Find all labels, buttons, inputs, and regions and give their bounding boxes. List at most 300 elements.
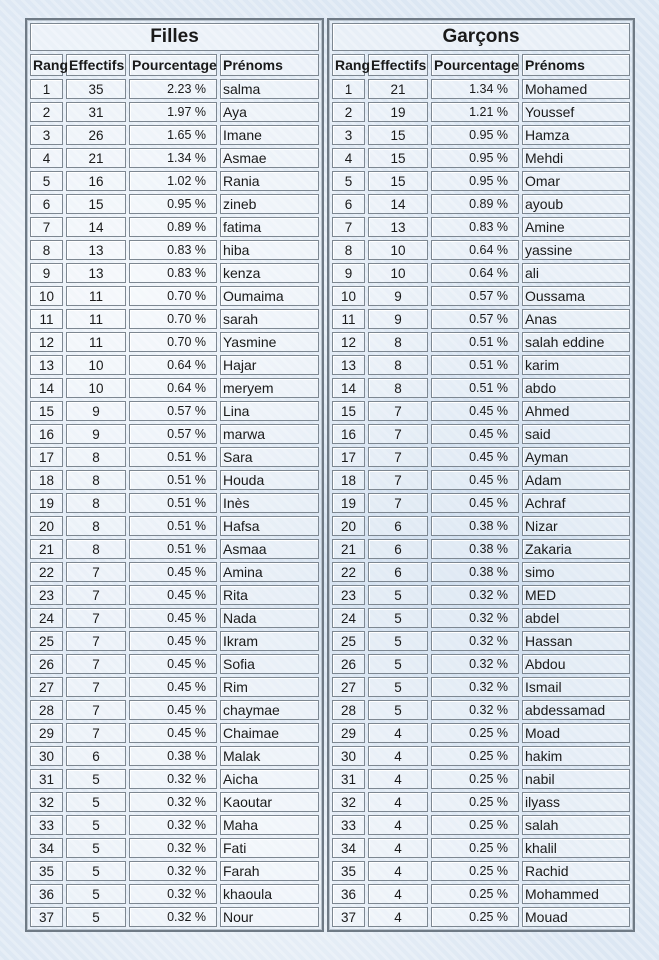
- rank-cell: 20: [332, 516, 365, 536]
- table-row: [332, 217, 630, 237]
- rank-cell: 28: [332, 700, 365, 720]
- count-cell: 5: [66, 792, 126, 812]
- name-cell: Rania: [220, 171, 319, 191]
- rank-cell: 11: [30, 309, 63, 329]
- count-cell: 4: [368, 815, 428, 835]
- percent-cell: 0.95 %: [129, 194, 217, 214]
- rank-cell: 32: [332, 792, 365, 812]
- name-cell: Imane: [220, 125, 319, 145]
- count-cell: 9: [368, 286, 428, 306]
- percent-cell: 0.57 %: [129, 424, 217, 444]
- table-row: [332, 884, 630, 904]
- percent-cell: 0.70 %: [129, 332, 217, 352]
- table-row: [30, 424, 319, 444]
- rank-cell: 11: [332, 309, 365, 329]
- name-cell: Anas: [522, 309, 630, 329]
- percent-cell: 0.45 %: [431, 493, 519, 513]
- name-cell: khalil: [522, 838, 630, 858]
- rank-cell: 34: [30, 838, 63, 858]
- name-cell: Achraf: [522, 493, 630, 513]
- percent-cell: 0.38 %: [431, 516, 519, 536]
- table-row: [30, 171, 319, 191]
- percent-cell: 0.45 %: [129, 631, 217, 651]
- percent-cell: 0.38 %: [431, 562, 519, 582]
- count-cell: 11: [66, 309, 126, 329]
- percent-cell: 0.32 %: [129, 769, 217, 789]
- rank-cell: 14: [332, 378, 365, 398]
- percent-cell: 0.25 %: [431, 769, 519, 789]
- name-cell: ali: [522, 263, 630, 283]
- count-cell: 4: [368, 746, 428, 766]
- rank-cell: 19: [332, 493, 365, 513]
- rank-cell: 26: [332, 654, 365, 674]
- rank-cell: 5: [332, 171, 365, 191]
- name-cell: salah: [522, 815, 630, 835]
- name-cell: salah eddine: [522, 332, 630, 352]
- table-row: [332, 746, 630, 766]
- name-cell: karim: [522, 355, 630, 375]
- count-cell: 21: [368, 79, 428, 99]
- count-cell: 8: [368, 355, 428, 375]
- count-cell: 8: [66, 470, 126, 490]
- percent-cell: 0.32 %: [129, 861, 217, 881]
- percent-cell: 0.45 %: [431, 447, 519, 467]
- count-cell: 26: [66, 125, 126, 145]
- percent-cell: 0.64 %: [431, 240, 519, 260]
- table-row: [332, 631, 630, 651]
- percent-cell: 0.32 %: [431, 585, 519, 605]
- name-cell: sarah: [220, 309, 319, 329]
- count-cell: 21: [66, 148, 126, 168]
- rank-cell: 1: [332, 79, 365, 99]
- boys-table: [329, 20, 633, 930]
- table-row: [30, 608, 319, 628]
- count-cell: 4: [368, 884, 428, 904]
- percent-cell: 0.32 %: [431, 631, 519, 651]
- name-cell: Farah: [220, 861, 319, 881]
- name-cell: hiba: [220, 240, 319, 260]
- name-cell: Nizar: [522, 516, 630, 536]
- rank-cell: 21: [332, 539, 365, 559]
- count-cell: 8: [368, 332, 428, 352]
- percent-cell: 0.57 %: [431, 309, 519, 329]
- count-cell: 16: [66, 171, 126, 191]
- rank-cell: 3: [30, 125, 63, 145]
- rank-cell: 8: [30, 240, 63, 260]
- count-cell: 4: [368, 723, 428, 743]
- percent-cell: 0.83 %: [129, 263, 217, 283]
- rank-cell: 33: [30, 815, 63, 835]
- name-cell: Youssef: [522, 102, 630, 122]
- table-row: [30, 286, 319, 306]
- rank-cell: 2: [30, 102, 63, 122]
- boys-table-body: [332, 79, 630, 927]
- name-cell: Hamza: [522, 125, 630, 145]
- rank-cell: 6: [332, 194, 365, 214]
- percent-cell: 0.32 %: [431, 608, 519, 628]
- percent-cell: 0.45 %: [129, 562, 217, 582]
- rank-cell: 23: [30, 585, 63, 605]
- percent-cell: 0.32 %: [129, 815, 217, 835]
- percent-cell: 0.25 %: [431, 884, 519, 904]
- table-row: [332, 493, 630, 513]
- rank-cell: 2: [332, 102, 365, 122]
- rank-cell: 34: [332, 838, 365, 858]
- table-row: [30, 148, 319, 168]
- percent-cell: 0.64 %: [129, 355, 217, 375]
- count-cell: 11: [66, 332, 126, 352]
- percent-cell: 0.51 %: [129, 516, 217, 536]
- table-row: [332, 539, 630, 559]
- count-cell: 7: [368, 424, 428, 444]
- rank-cell: 26: [30, 654, 63, 674]
- rank-cell: 12: [30, 332, 63, 352]
- table-row: [332, 907, 630, 927]
- count-cell: 10: [66, 378, 126, 398]
- name-cell: Zakaria: [522, 539, 630, 559]
- table-row: [332, 447, 630, 467]
- table-row: [30, 884, 319, 904]
- rank-cell: 7: [332, 217, 365, 237]
- percent-cell: 0.45 %: [129, 677, 217, 697]
- rank-cell: 17: [332, 447, 365, 467]
- percent-cell: 0.25 %: [431, 792, 519, 812]
- name-cell: Ayman: [522, 447, 630, 467]
- rank-cell: 7: [30, 217, 63, 237]
- name-cell: Hassan: [522, 631, 630, 651]
- percent-cell: 0.25 %: [431, 907, 519, 927]
- count-cell: 6: [368, 516, 428, 536]
- percent-cell: 0.95 %: [431, 125, 519, 145]
- percent-cell: 0.51 %: [129, 493, 217, 513]
- table-row: [30, 194, 319, 214]
- count-cell: 5: [66, 838, 126, 858]
- table-row: [30, 401, 319, 421]
- count-cell: 7: [66, 631, 126, 651]
- table-row: [332, 194, 630, 214]
- name-cell: Oumaima: [220, 286, 319, 306]
- name-cell: Maha: [220, 815, 319, 835]
- girls-header-name: Prénoms: [220, 54, 319, 76]
- rank-cell: 10: [332, 286, 365, 306]
- percent-cell: 0.45 %: [129, 585, 217, 605]
- percent-cell: 0.45 %: [431, 401, 519, 421]
- count-cell: 5: [368, 700, 428, 720]
- rank-cell: 28: [30, 700, 63, 720]
- count-cell: 13: [368, 217, 428, 237]
- percent-cell: 0.45 %: [129, 654, 217, 674]
- name-cell: abdessamad: [522, 700, 630, 720]
- percent-cell: 0.57 %: [129, 401, 217, 421]
- rank-cell: 36: [332, 884, 365, 904]
- table-row: [30, 838, 319, 858]
- percent-cell: 0.64 %: [431, 263, 519, 283]
- count-cell: 6: [368, 562, 428, 582]
- table-row: [30, 217, 319, 237]
- percent-cell: 0.83 %: [129, 240, 217, 260]
- name-cell: Abdou: [522, 654, 630, 674]
- percent-cell: 0.45 %: [129, 608, 217, 628]
- table-row: [30, 263, 319, 283]
- rank-cell: 4: [30, 148, 63, 168]
- count-cell: 9: [368, 309, 428, 329]
- girls-header-percent: Pourcentage: [129, 54, 217, 76]
- count-cell: 7: [66, 654, 126, 674]
- name-cell: marwa: [220, 424, 319, 444]
- rank-cell: 24: [332, 608, 365, 628]
- rank-cell: 17: [30, 447, 63, 467]
- name-cell: Fati: [220, 838, 319, 858]
- table-row: [332, 355, 630, 375]
- rank-cell: 10: [30, 286, 63, 306]
- table-row: [30, 447, 319, 467]
- name-cell: Mouad: [522, 907, 630, 927]
- count-cell: 19: [368, 102, 428, 122]
- count-cell: 7: [368, 447, 428, 467]
- name-cell: Mehdi: [522, 148, 630, 168]
- count-cell: 8: [368, 378, 428, 398]
- rank-cell: 15: [30, 401, 63, 421]
- count-cell: 15: [368, 125, 428, 145]
- count-cell: 5: [66, 884, 126, 904]
- table-row: [332, 677, 630, 697]
- table-row: [30, 792, 319, 812]
- table-row: [332, 378, 630, 398]
- name-cell: fatima: [220, 217, 319, 237]
- table-row: [30, 746, 319, 766]
- percent-cell: 1.21 %: [431, 102, 519, 122]
- rank-cell: 22: [332, 562, 365, 582]
- percent-cell: 0.51 %: [129, 447, 217, 467]
- percent-cell: 0.25 %: [431, 838, 519, 858]
- count-cell: 5: [368, 654, 428, 674]
- rank-cell: 5: [30, 171, 63, 191]
- percent-cell: 0.70 %: [129, 309, 217, 329]
- count-cell: 7: [368, 401, 428, 421]
- name-cell: khaoula: [220, 884, 319, 904]
- table-row: [332, 608, 630, 628]
- percent-cell: 0.38 %: [431, 539, 519, 559]
- rank-cell: 25: [332, 631, 365, 651]
- table-row: [332, 815, 630, 835]
- name-cell: Rachid: [522, 861, 630, 881]
- name-cell: Houda: [220, 470, 319, 490]
- table-row: [332, 401, 630, 421]
- table-row: [332, 700, 630, 720]
- table-row: [30, 493, 319, 513]
- table-row: [332, 838, 630, 858]
- name-cell: Oussama: [522, 286, 630, 306]
- table-row: [30, 769, 319, 789]
- name-cell: Moad: [522, 723, 630, 743]
- name-cell: Adam: [522, 470, 630, 490]
- name-cell: Lina: [220, 401, 319, 421]
- name-cell: Asmae: [220, 148, 319, 168]
- name-cell: zineb: [220, 194, 319, 214]
- count-cell: 5: [368, 585, 428, 605]
- name-cell: Kaoutar: [220, 792, 319, 812]
- table-row: [30, 309, 319, 329]
- table-row: [30, 355, 319, 375]
- percent-cell: 0.32 %: [129, 838, 217, 858]
- count-cell: 4: [368, 907, 428, 927]
- name-cell: Ahmed: [522, 401, 630, 421]
- percent-cell: 0.51 %: [431, 355, 519, 375]
- count-cell: 14: [66, 217, 126, 237]
- count-cell: 5: [368, 631, 428, 651]
- rank-cell: 16: [30, 424, 63, 444]
- name-cell: abdel: [522, 608, 630, 628]
- count-cell: 4: [368, 838, 428, 858]
- percent-cell: 0.95 %: [431, 148, 519, 168]
- name-cell: Amine: [522, 217, 630, 237]
- girls-panel: [25, 18, 324, 932]
- count-cell: 7: [66, 585, 126, 605]
- name-cell: simo: [522, 562, 630, 582]
- rank-cell: 35: [332, 861, 365, 881]
- girls-table: [27, 20, 322, 930]
- table-row: [30, 125, 319, 145]
- rank-cell: 36: [30, 884, 63, 904]
- percent-cell: 0.32 %: [431, 654, 519, 674]
- table-row: [332, 263, 630, 283]
- rank-cell: 31: [332, 769, 365, 789]
- rank-cell: 27: [332, 677, 365, 697]
- girls-table-body: [30, 79, 319, 927]
- table-row: [30, 470, 319, 490]
- rank-cell: 31: [30, 769, 63, 789]
- rank-cell: 30: [30, 746, 63, 766]
- rank-cell: 1: [30, 79, 63, 99]
- count-cell: 10: [368, 263, 428, 283]
- percent-cell: 0.32 %: [431, 700, 519, 720]
- table-row: [332, 723, 630, 743]
- count-cell: 4: [368, 792, 428, 812]
- table-row: [332, 102, 630, 122]
- girls-title: Filles: [30, 23, 319, 51]
- count-cell: 8: [66, 516, 126, 536]
- name-cell: Ikram: [220, 631, 319, 651]
- girls-header-count: Effectifs: [66, 54, 126, 76]
- name-cell: Malak: [220, 746, 319, 766]
- table-row: [332, 792, 630, 812]
- percent-cell: 0.25 %: [431, 723, 519, 743]
- count-cell: 7: [66, 562, 126, 582]
- name-cell: Hajar: [220, 355, 319, 375]
- table-row: [30, 240, 319, 260]
- rank-cell: 29: [332, 723, 365, 743]
- name-cell: Rim: [220, 677, 319, 697]
- count-cell: 6: [368, 539, 428, 559]
- percent-cell: 0.70 %: [129, 286, 217, 306]
- table-row: [30, 562, 319, 582]
- name-cell: Aicha: [220, 769, 319, 789]
- table-row: [30, 907, 319, 927]
- count-cell: 5: [368, 677, 428, 697]
- rank-cell: 24: [30, 608, 63, 628]
- count-cell: 35: [66, 79, 126, 99]
- table-row: [332, 861, 630, 881]
- percent-cell: 0.89 %: [129, 217, 217, 237]
- percent-cell: 1.02 %: [129, 171, 217, 191]
- name-cell: Asmaa: [220, 539, 319, 559]
- count-cell: 5: [368, 608, 428, 628]
- name-cell: MED: [522, 585, 630, 605]
- rank-cell: 16: [332, 424, 365, 444]
- count-cell: 15: [368, 171, 428, 191]
- rank-cell: 9: [30, 263, 63, 283]
- count-cell: 5: [66, 815, 126, 835]
- percent-cell: 0.95 %: [431, 171, 519, 191]
- table-row: [332, 424, 630, 444]
- percent-cell: 0.51 %: [129, 470, 217, 490]
- count-cell: 7: [368, 493, 428, 513]
- table-row: [30, 102, 319, 122]
- count-cell: 7: [368, 470, 428, 490]
- table-row: [30, 378, 319, 398]
- percent-cell: 0.57 %: [431, 286, 519, 306]
- name-cell: Nada: [220, 608, 319, 628]
- table-row: [30, 539, 319, 559]
- count-cell: 7: [66, 608, 126, 628]
- name-cell: Aya: [220, 102, 319, 122]
- name-cell: Omar: [522, 171, 630, 191]
- name-cell: Amina: [220, 562, 319, 582]
- name-cell: yassine: [522, 240, 630, 260]
- count-cell: 15: [66, 194, 126, 214]
- count-cell: 9: [66, 424, 126, 444]
- count-cell: 15: [368, 148, 428, 168]
- percent-cell: 0.45 %: [129, 723, 217, 743]
- rank-cell: 29: [30, 723, 63, 743]
- name-cell: said: [522, 424, 630, 444]
- table-row: [30, 654, 319, 674]
- percent-cell: 0.51 %: [431, 378, 519, 398]
- rank-cell: 25: [30, 631, 63, 651]
- percent-cell: 0.45 %: [431, 424, 519, 444]
- table-row: [30, 332, 319, 352]
- table-row: [332, 562, 630, 582]
- name-cell: ayoub: [522, 194, 630, 214]
- boys-panel: [327, 18, 635, 932]
- table-row: [332, 516, 630, 536]
- rank-cell: 21: [30, 539, 63, 559]
- rank-cell: 30: [332, 746, 365, 766]
- rank-cell: 3: [332, 125, 365, 145]
- girls-header-rank: Rang: [30, 54, 63, 76]
- count-cell: 9: [66, 401, 126, 421]
- name-cell: Ismail: [522, 677, 630, 697]
- rank-cell: 13: [30, 355, 63, 375]
- percent-cell: 0.51 %: [129, 539, 217, 559]
- count-cell: 7: [66, 677, 126, 697]
- rank-cell: 23: [332, 585, 365, 605]
- percent-cell: 0.32 %: [129, 884, 217, 904]
- count-cell: 14: [368, 194, 428, 214]
- table-row: [30, 861, 319, 881]
- count-cell: 13: [66, 240, 126, 260]
- rank-cell: 22: [30, 562, 63, 582]
- table-row: [332, 79, 630, 99]
- count-cell: 4: [368, 769, 428, 789]
- percent-cell: 1.97 %: [129, 102, 217, 122]
- table-row: [332, 332, 630, 352]
- table-row: [332, 240, 630, 260]
- percent-cell: 0.32 %: [129, 907, 217, 927]
- name-cell: abdo: [522, 378, 630, 398]
- percent-cell: 0.25 %: [431, 815, 519, 835]
- rank-cell: 19: [30, 493, 63, 513]
